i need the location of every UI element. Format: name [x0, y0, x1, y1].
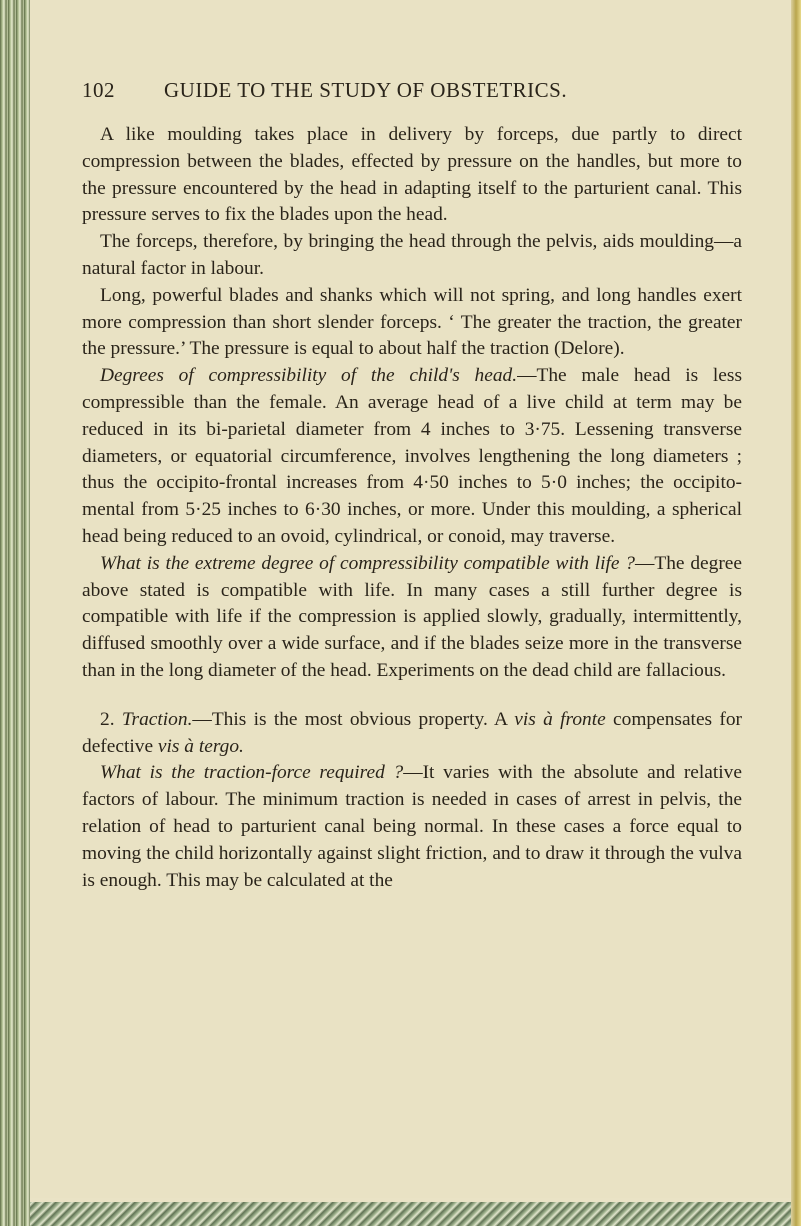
paragraph: A like moulding takes place in delivery by forceps, due partly to direct compression between the blades, effected by pressure on the handles, but more to the pressure encountered by the head in adapting itself to the parturient canal. This pressure serves to fix the blades upon the head.	[82, 124, 742, 226]
italic-heading: What is the extreme degree of compressibility compatible with life ?	[100, 552, 635, 574]
paragraph: The forceps, therefore, by bringing the head through the pelvis, aids moulding—a natural factor in labour.	[82, 231, 742, 279]
book-page	[82, 78, 742, 894]
italic-phrase: vis à tergo.	[157, 735, 244, 757]
italic-heading: Degrees of compressibility of the child's head.	[100, 365, 518, 387]
paragraph: What is the extreme degree of compressibility compatible with life ?—The degree above stated is compatible with life. In many cases a still further degree is compatible with life if the compression is applied slowly, gradually, intermittently, diffused smoothly over a wide surface, and if the blades seize more in the transverse than in the long diameter of the head. Experiments on the dead child are fallacious.	[82, 552, 742, 681]
running-header	[82, 78, 742, 112]
page-right-edge	[791, 0, 801, 1226]
italic-heading: Traction.	[121, 708, 193, 730]
running-title: GUIDE TO THE STUDY OF OBSTETRICS.	[164, 78, 568, 102]
body-text	[82, 122, 742, 894]
bottom-binding-strip	[30, 1198, 791, 1226]
italic-phrase: vis à fronte	[514, 708, 606, 730]
paragraph: Long, powerful blades and shanks which will not spring, and long handles exert more compression than short slender forceps. ‘ The greater the traction, the greater the pressure.’ The pressure is equal to about half the traction (Delore).	[82, 284, 742, 360]
paragraph: Degrees of compressibility of the child's head.—The male head is less compressible than the female. An average head of a live child at term may be reduced in its bi-parietal diameter from 4 inches to 3·75. Lessening transverse diameters, or equatorial circumference, involves lengthening the long diameters ; thus the occipito-frontal increases from 4·50 inches to 5·0 inches; the occipito-mental from 5·25 inches to 6·30 inches, or more. Under this moulding, a spherical head being reduced to an ovoid, cylindrical, or conoid, may traverse.	[82, 365, 742, 547]
paragraph: What is the traction-force required ?—It varies with the absolute and relative factors of labour. The minimum traction is needed in cases of arrest in pelvis, the relation of head to parturient canal being normal. In these cases a force equal to moving the child horizontally against slight friction, and to draw it through the vulva is enough. This may be calculated at the	[82, 762, 742, 891]
book-spine-binding	[0, 0, 30, 1226]
italic-heading: What is the traction-force required ?	[100, 762, 404, 784]
paragraph: 2. Traction.—This is the most obvious property. A vis à fronte compensates for defective vis à tergo.	[82, 708, 743, 757]
page-number: 102	[82, 78, 115, 102]
